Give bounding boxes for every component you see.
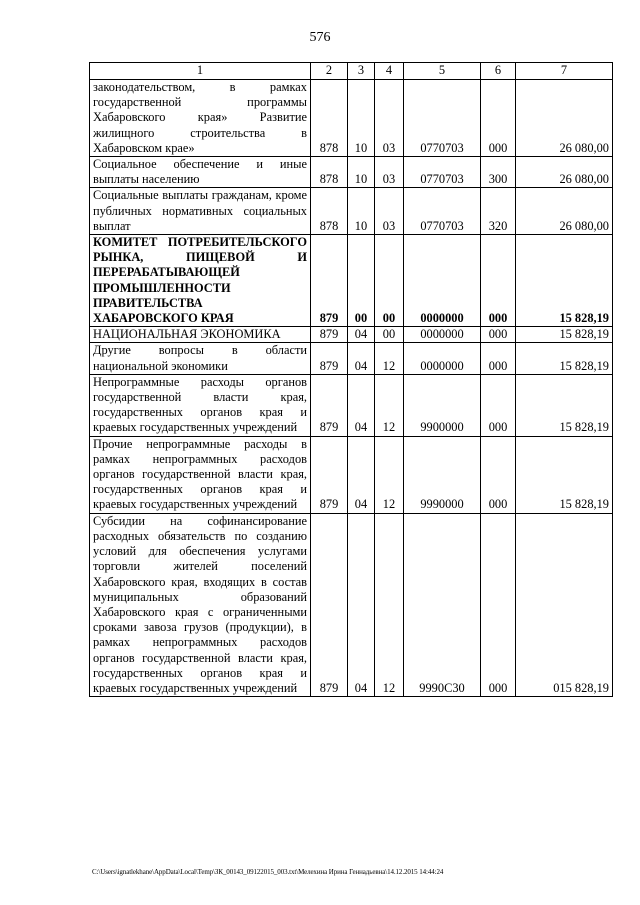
cell-section: 04 (348, 327, 375, 343)
cell-subsection: 12 (375, 374, 404, 436)
table-row (90, 343, 613, 374)
cell-expense-type: 000 (481, 374, 516, 436)
table-row (90, 235, 613, 327)
cell-target-article: 9990C30 (404, 513, 481, 696)
cell-expense-type: 300 (481, 157, 516, 188)
cell-target-article: 0000000 (404, 235, 481, 327)
cell-section: 04 (348, 436, 375, 513)
cell-expense-type: 000 (481, 235, 516, 327)
cell-section: 04 (348, 374, 375, 436)
cell-amount: 15 828,19 (516, 436, 613, 513)
cell-section: 04 (348, 513, 375, 696)
table-row (90, 436, 613, 513)
column-header: 4 (375, 63, 404, 80)
table-row (90, 374, 613, 436)
cell-target-article: 9990000 (404, 436, 481, 513)
column-header: 6 (481, 63, 516, 80)
cell-ministry-code: 879 (311, 436, 348, 513)
cell-subsection: 03 (375, 80, 404, 157)
cell-subsection: 12 (375, 436, 404, 513)
cell-ministry-code: 879 (311, 327, 348, 343)
cell-section: 10 (348, 157, 375, 188)
cell-ministry-code: 878 (311, 188, 348, 235)
cell-target-article: 0770703 (404, 157, 481, 188)
cell-subsection: 12 (375, 343, 404, 374)
cell-amount: 15 828,19 (516, 235, 613, 327)
row-description: КОМИТЕТ ПОТРЕБИТЕЛЬСКОГО РЫНКА, ПИЩЕВОЙ И ПЕРЕРАБАТЫВАЮЩЕЙ ПРОМЫШЛЕННОСТИ ПРАВИТЕЛЬСТВА ХАБАРОВСКОГО КРАЯ (90, 235, 311, 327)
cell-expense-type: 320 (481, 188, 516, 235)
table-row (90, 513, 613, 696)
cell-ministry-code: 878 (311, 80, 348, 157)
cell-ministry-code: 878 (311, 157, 348, 188)
cell-expense-type: 000 (481, 513, 516, 696)
cell-amount: 15 828,19 (516, 374, 613, 436)
cell-target-article: 0770703 (404, 188, 481, 235)
cell-section: 04 (348, 343, 375, 374)
cell-subsection: 12 (375, 513, 404, 696)
cell-target-article: 0000000 (404, 327, 481, 343)
cell-amount: 26 080,00 (516, 80, 613, 157)
cell-subsection: 00 (375, 235, 404, 327)
cell-amount: 26 080,00 (516, 157, 613, 188)
column-header: 7 (516, 63, 613, 80)
cell-amount: 26 080,00 (516, 188, 613, 235)
table-row (90, 80, 613, 157)
cell-amount: 015 828,19 (516, 513, 613, 696)
cell-target-article: 0000000 (404, 343, 481, 374)
row-description: Другие вопросы в области национальной экономики (90, 343, 311, 374)
budget-table (89, 62, 613, 697)
cell-expense-type: 000 (481, 343, 516, 374)
cell-expense-type: 000 (481, 436, 516, 513)
row-description: Социальные выплаты гражданам, кроме публичных нормативных социальных выплат (90, 188, 311, 235)
file-path-footer: C:\Users\ignatlekhane\AppData\Local\Temp\ЗК_00143_09122015_003.txt\Мелехина Ирина Геннадьевна\14.12.2015 14:44:24 (92, 868, 444, 876)
row-description: Прочие непрограммные расходы в рамках непрограммных расходов органов государственной власти края, государственных органов края и краевых государственных учреждений (90, 436, 311, 513)
page-number: 576 (309, 30, 331, 45)
cell-ministry-code: 879 (311, 374, 348, 436)
table-row (90, 188, 613, 235)
table-row (90, 157, 613, 188)
cell-ministry-code: 879 (311, 343, 348, 374)
cell-section: 10 (348, 188, 375, 235)
cell-section: 10 (348, 80, 375, 157)
row-description: законодательством, в рамках государственной программы Хабаровского края» Развитие жилищного строительства в Хабаровском крае» (90, 80, 311, 157)
cell-expense-type: 000 (481, 80, 516, 157)
column-header-row (90, 63, 613, 80)
cell-expense-type: 000 (481, 327, 516, 343)
table-row (90, 327, 613, 343)
cell-subsection: 00 (375, 327, 404, 343)
cell-subsection: 03 (375, 188, 404, 235)
cell-amount: 15 828,19 (516, 343, 613, 374)
column-header: 1 (90, 63, 311, 80)
row-description: Непрограммные расходы органов государственной власти края, государственных органов края и краевых государственных учреждений (90, 374, 311, 436)
cell-ministry-code: 879 (311, 235, 348, 327)
cell-amount: 15 828,19 (516, 327, 613, 343)
cell-section: 00 (348, 235, 375, 327)
row-description: Социальное обеспечение и иные выплаты населению (90, 157, 311, 188)
column-header: 2 (311, 63, 348, 80)
cell-ministry-code: 879 (311, 513, 348, 696)
cell-subsection: 03 (375, 157, 404, 188)
cell-target-article: 9900000 (404, 374, 481, 436)
cell-target-article: 0770703 (404, 80, 481, 157)
column-header: 3 (348, 63, 375, 80)
row-description: НАЦИОНАЛЬНАЯ ЭКОНОМИКА (90, 327, 311, 343)
column-header: 5 (404, 63, 481, 80)
row-description: Субсидии на софинансирование расходных обязательств по созданию условий для обеспечения услугами торговли жителей поселений Хабаровского края, входящих в состав муниципальных образований Хабаровского края с ограниченными сроками завоза грузов (продукции), в рамках непрограммных расходов органов государственной власти края, государственных органов края и краевых государственных учреждений (90, 513, 311, 696)
